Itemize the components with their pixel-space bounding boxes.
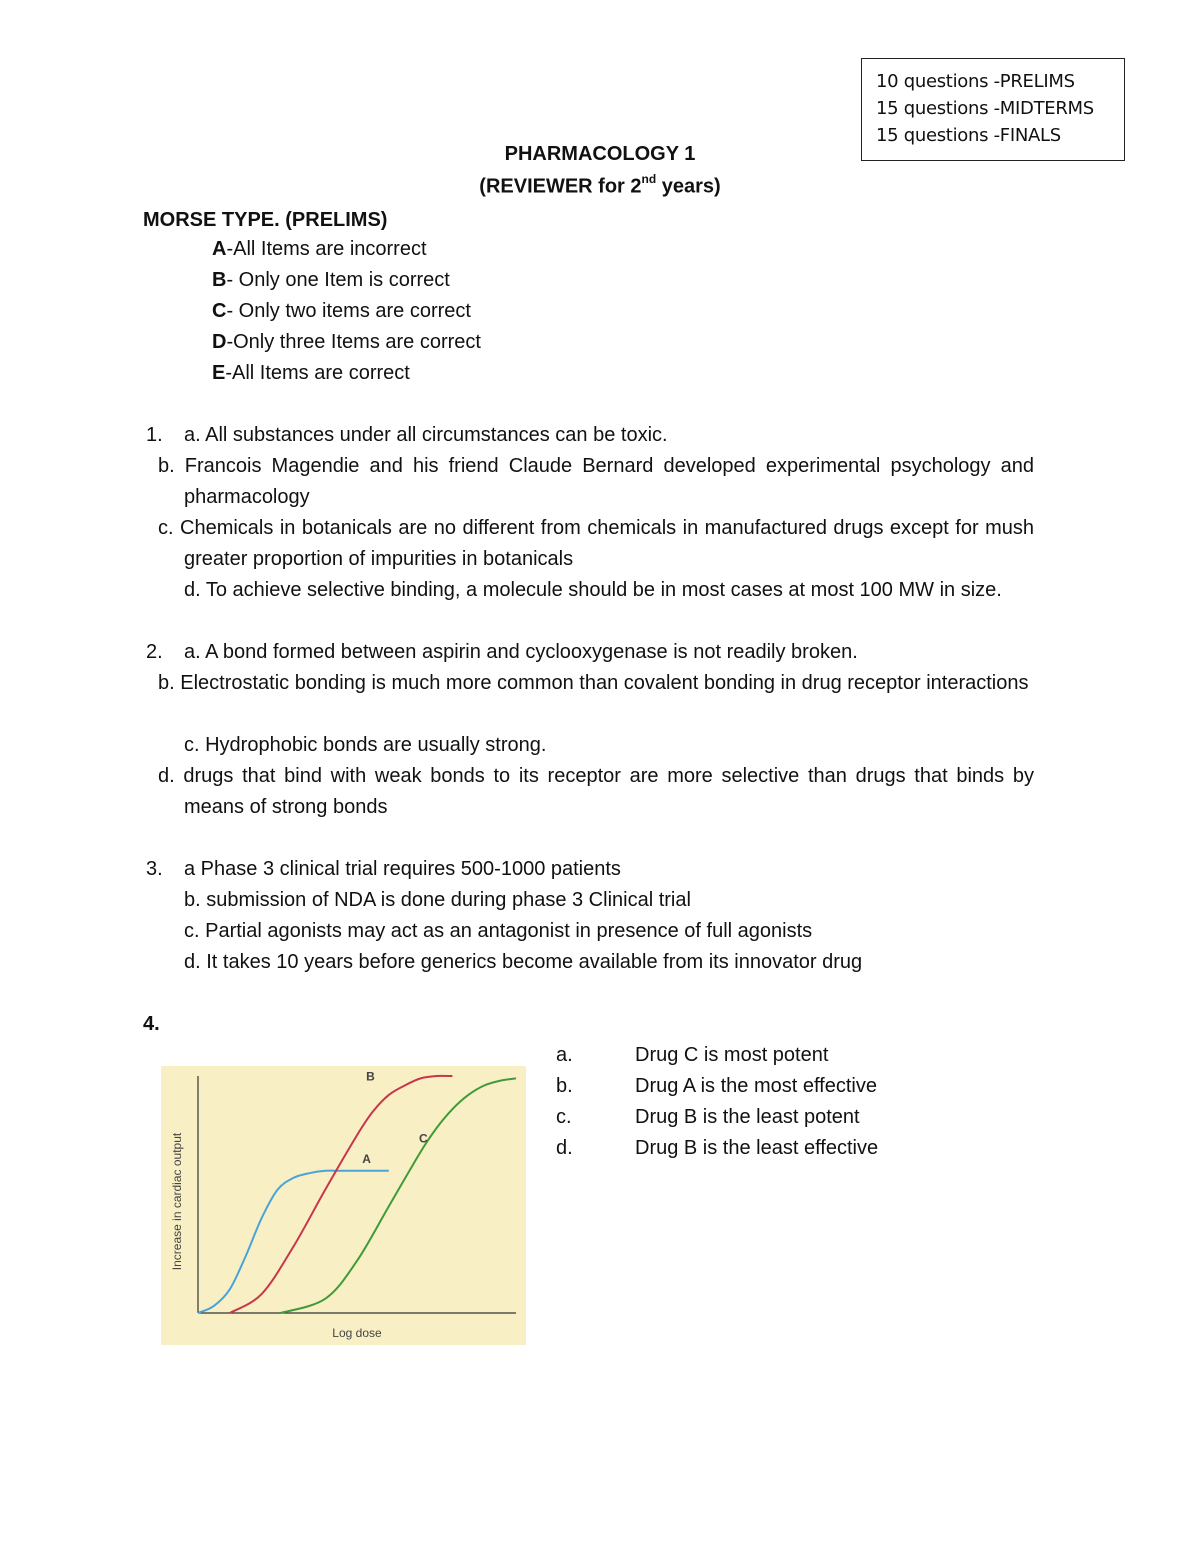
answer-key-legend (212, 234, 481, 389)
x-axis-label: Log dose (332, 1326, 382, 1340)
series-line-a (198, 1171, 389, 1313)
page-subtitle: (REVIEWER for 2nd years) (479, 172, 721, 198)
question-item: c. Partial agonists may act as an antagonist in presence of full agonists (184, 920, 813, 942)
coverage-prelims: 10 questions -PRELIMS (876, 71, 1075, 92)
page-title: PHARMACOLOGY 1 (504, 143, 696, 165)
question-item: c. Hydrophobic bonds are usually strong. (184, 734, 547, 756)
q4-option: c. Drug B is the least potent (556, 1106, 860, 1128)
section-heading: MORSE TYPE. (PRELIMS) (143, 209, 388, 231)
legend-item: C- Only two items are correct (212, 300, 471, 322)
series-label-c: C (418, 1131, 428, 1146)
coverage-finals: 15 questions -FINALS (876, 125, 1061, 146)
series-label-a: A (362, 1151, 371, 1166)
legend-item: A-All Items are incorrect (212, 238, 427, 260)
question-item: d. drugs that bind with weak bonds to its receptor are more selective than drugs that binds by means of strong bonds (158, 765, 1034, 818)
q4-option: b. Drug A is the most effective (556, 1075, 877, 1097)
question-item: b. Francois Magendie and his friend Claude Bernard developed experimental psychology and pharmacology (158, 455, 1034, 508)
chart-svg (161, 1066, 526, 1345)
question-item: a. All substances under all circumstances can be toxic. (184, 424, 668, 446)
question-number: 3. (146, 858, 163, 880)
question-number: 4. (143, 1013, 160, 1035)
question-item: b. submission of NDA is done during phase 3 Clinical trial (184, 889, 691, 911)
question-item: d. It takes 10 years before generics become available from its innovator drug (184, 951, 863, 973)
question-item: a Phase 3 clinical trial requires 500-1000 patients (184, 858, 621, 880)
dose-response-chart (161, 1066, 526, 1345)
question-number: 1. (146, 424, 163, 446)
coverage-midterms: 15 questions -MIDTERMS (876, 98, 1094, 119)
legend-item: D-Only three Items are correct (212, 331, 481, 353)
series-line-b (230, 1076, 453, 1313)
q4-options (556, 1040, 878, 1164)
question-item: c. Chemicals in botanicals are no different from chemicals in manufactured drugs except for mush greater proportion of impurities in botanicals (158, 517, 1034, 570)
series-label-b: B (366, 1069, 375, 1084)
legend-item: B- Only one Item is correct (212, 269, 450, 291)
y-axis-label: Increase in cardiac output (170, 1132, 184, 1271)
q4-option: d. Drug B is the least effective (556, 1137, 879, 1159)
question-number: 2. (146, 641, 163, 663)
q4-option: a. Drug C is most potent (556, 1044, 829, 1066)
question-item: a. A bond formed between aspirin and cyclooxygenase is not readily broken. (184, 641, 858, 663)
legend-item: E-All Items are correct (212, 362, 410, 384)
question-item: d. To achieve selective binding, a molecule should be in most cases at most 100 MW in size. (184, 579, 1002, 601)
question-item: b. Electrostatic bonding is much more common than covalent bonding in drug receptor interactions (158, 672, 1029, 694)
series-line-c (281, 1078, 516, 1313)
